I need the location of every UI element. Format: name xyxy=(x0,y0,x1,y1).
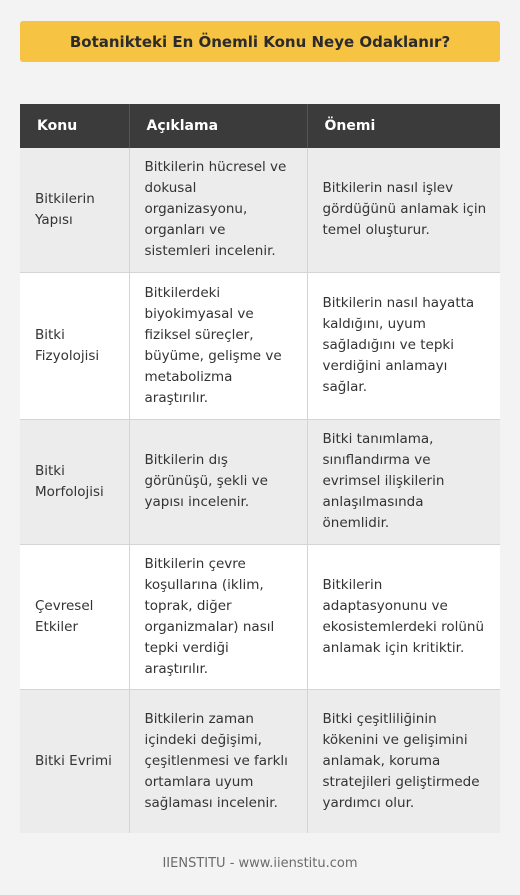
title-banner xyxy=(20,21,500,62)
cell-importance: Bitki tanımlama, sınıflandırma ve evrimsel ilişkilerin anlaşılmasında önemlidir. xyxy=(307,419,500,544)
cell-topic: Çevresel Etkiler xyxy=(20,544,129,689)
header-topic: Konu xyxy=(20,104,129,148)
header-description: Açıklama xyxy=(129,104,307,148)
cell-importance: Bitkilerin adaptasyonunu ve ekosistemlerdeki rolünü anlamak için kritiktir. xyxy=(307,544,500,689)
cell-topic: Bitki Morfolojisi xyxy=(20,419,129,544)
table-row xyxy=(20,272,500,419)
cell-description: Bitkilerin dış görünüşü, şekli ve yapısı incelenir. xyxy=(129,419,307,544)
cell-topic: Bitkilerin Yapısı xyxy=(20,148,129,272)
cell-description: Bitkilerin çevre koşullarına (iklim, toprak, diğer organizmalar) nasıl tepki verdiği araştırılır. xyxy=(129,544,307,689)
header-importance: Önemi xyxy=(307,104,500,148)
table-row xyxy=(20,148,500,272)
cell-importance: Bitki çeşitliliğinin kökenini ve gelişimini anlamak, koruma stratejileri geliştirmede yardımcı olur. xyxy=(307,689,500,833)
cell-topic: Bitki Fizyolojisi xyxy=(20,272,129,419)
footer-credit: IIENSTITU - www.iienstitu.com xyxy=(162,856,358,871)
page-title: Botanikteki En Önemli Konu Neye Odaklanır? xyxy=(69,32,451,51)
topics-table xyxy=(20,104,500,833)
cell-description: Bitkilerin hücresel ve dokusal organizasyonu, organları ve sistemleri incelenir. xyxy=(129,148,307,272)
table-row xyxy=(20,544,500,689)
cell-importance: Bitkilerin nasıl hayatta kaldığını, uyum sağladığını ve tepki verdiğini anlamayı sağlar. xyxy=(307,272,500,419)
table-header-row xyxy=(20,104,500,148)
cell-topic: Bitki Evrimi xyxy=(20,689,129,833)
table-row xyxy=(20,689,500,833)
cell-description: Bitkilerin zaman içindeki değişimi, çeşitlenmesi ve farklı ortamlara uyum sağlaması incelenir. xyxy=(129,689,307,833)
table-row xyxy=(20,419,500,544)
cell-description: Bitkilerdeki biyokimyasal ve fiziksel süreçler, büyüme, gelişme ve metabolizma araştırılır. xyxy=(129,272,307,419)
cell-importance: Bitkilerin nasıl işlev gördüğünü anlamak için temel oluşturur. xyxy=(307,148,500,272)
